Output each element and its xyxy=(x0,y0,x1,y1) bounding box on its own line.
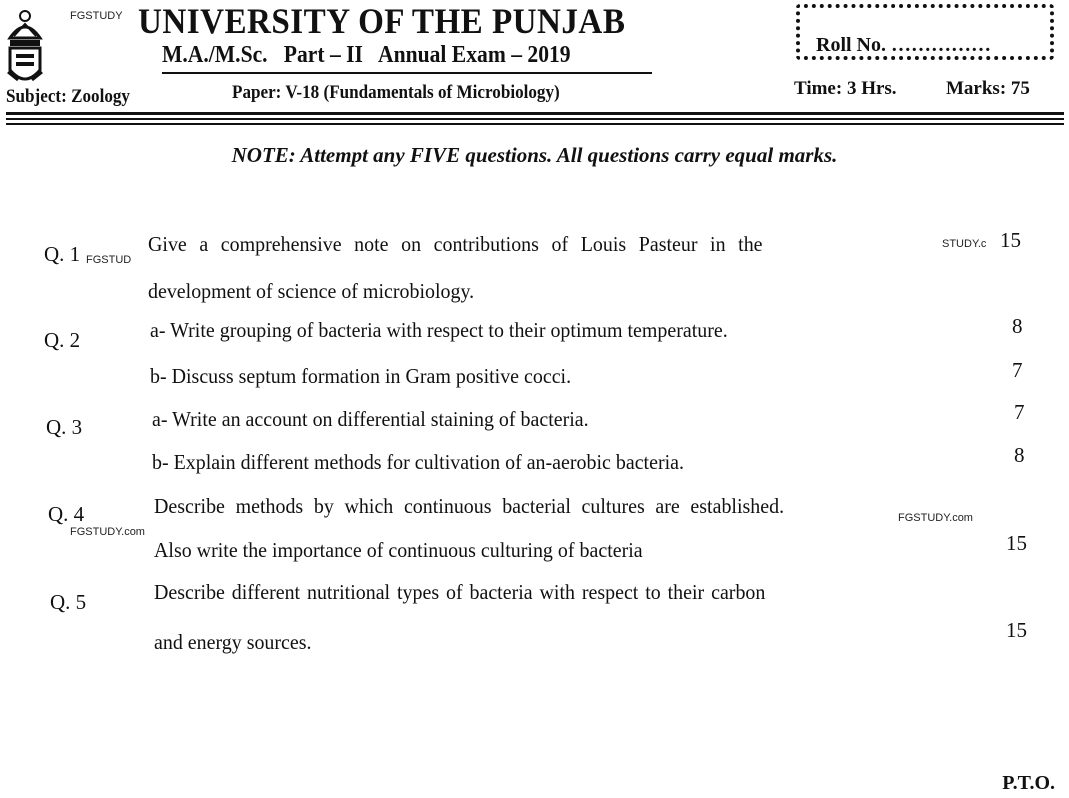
question-text: Give a comprehensive note on contributions of Louis Pasteur in the xyxy=(148,232,763,256)
watermark-text: FGSTUDY.com xyxy=(898,512,973,524)
question-part-text: a- Write an account on differential staining of bacteria. xyxy=(152,407,589,431)
question-number: Q. 5 xyxy=(50,590,87,614)
question-part-text: b- Discuss septum formation in Gram positive cocci. xyxy=(150,364,572,388)
question-text: development of science of microbiology. xyxy=(148,279,475,303)
question-part-text: b- Explain different methods for cultivation of an-aerobic bacteria. xyxy=(152,450,684,474)
exam-title: M.A./M.Sc. Part – II Annual Exam – 2019 xyxy=(162,42,571,68)
header-divider xyxy=(6,118,1064,120)
total-marks-label: Marks: 75 xyxy=(946,78,1030,99)
question-number: Q. 4 xyxy=(48,502,85,526)
watermark-text: FGSTUDY.com xyxy=(70,526,145,538)
exam-title-underline xyxy=(162,72,652,74)
header-divider xyxy=(6,112,1064,115)
university-title: UNIVERSITY OF THE PUNJAB xyxy=(138,1,626,41)
please-turn-over-label: P.T.O. xyxy=(1002,772,1055,794)
question-marks: 15 xyxy=(1006,531,1027,555)
university-crest-icon xyxy=(6,8,44,96)
subject-label: Subject: Zoology xyxy=(6,86,130,107)
exam-note: NOTE: Attempt any FIVE questions. All questions carry equal marks. xyxy=(231,143,838,167)
question-text: and energy sources. xyxy=(154,630,312,654)
question-number: Q. 3 xyxy=(46,415,83,439)
question-text: Describe methods by which continuous bacterial cultures are established. xyxy=(154,494,785,518)
watermark-text: STUDY.c xyxy=(942,238,987,250)
question-marks: 8 xyxy=(1014,443,1025,467)
question-marks: 15 xyxy=(1006,618,1027,642)
roll-number-field[interactable]: Roll No. …………… xyxy=(816,34,991,56)
question-marks: 15 xyxy=(1000,228,1021,252)
paper-label: Paper: V-18 (Fundamentals of Microbiology) xyxy=(232,82,560,103)
question-marks: 7 xyxy=(1014,400,1025,424)
question-marks: 8 xyxy=(1012,314,1023,338)
question-text: Also write the importance of continuous culturing of bacteria xyxy=(154,538,643,562)
question-text: Describe different nutritional types of bacteria with respect to their carbon xyxy=(154,580,766,604)
watermark-text: FGSTUD xyxy=(86,254,132,266)
question-marks: 7 xyxy=(1012,358,1023,382)
header-divider xyxy=(6,123,1064,125)
question-number: Q. 2 xyxy=(44,328,81,352)
watermark-text: FGSTUDY xyxy=(70,10,123,22)
question-number: Q. 1 xyxy=(44,242,81,266)
time-label: Time: 3 Hrs. xyxy=(794,78,897,99)
question-part-text: a- Write grouping of bacteria with respect to their optimum temperature. xyxy=(150,318,728,342)
